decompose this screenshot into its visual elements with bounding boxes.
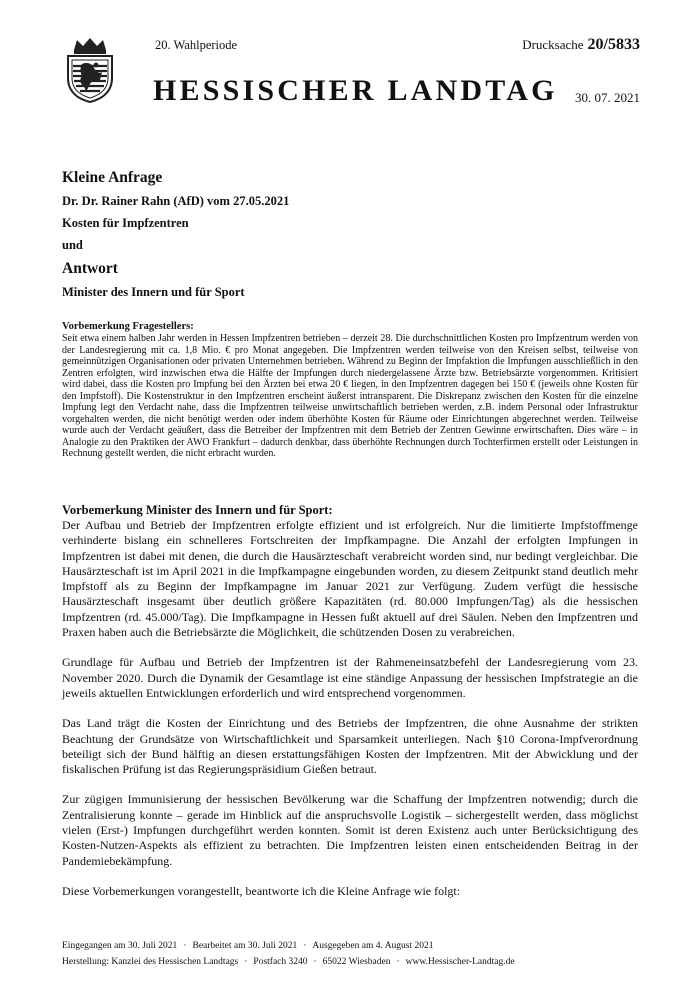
antwort-heading: Antwort [62, 260, 118, 277]
und-line: und [62, 238, 83, 252]
vorbemerkung-minister [62, 503, 638, 899]
footer-postfach: Postfach 3240 [253, 957, 308, 967]
title-block [62, 168, 642, 301]
kleine-anfrage-heading: Kleine Anfrage [62, 169, 163, 186]
footer-herstellung: Herstellung: Kanzlei des Hessischen Landtags [62, 957, 239, 967]
subject-line: Kosten für Impfzentren [62, 216, 189, 230]
footer-separator: · [313, 957, 317, 967]
minister-paragraph-1: Der Aufbau und Betrieb der Impfzentren erfolgte effizient und ist erfolgreich. Nur die limitierte Impfstoffmenge verhinderte bislang ein schnelleres Fortschreiten der Impfkampagne. Die Anzahl der erfolgten Impfungen in Impfzentren ist dabei mit denen, die durch die Hausärzteschaft verabreicht worden sind, nur bedingt vergleichbar. Die Hausärzteschaft ist im April 2021 in die Impfkampagne eingebunden worden, zu diesem Zeitpunkt stand deutlich mehr Impfstoff als zu Beginn der Impfkampagne im Januar 2021 zur Verfügung. Zudem verfügt die hessische Hausärzteschaft insgesamt über deutlich größere Kapazitäten (rd. 80.000 Impfungen/Tag) als die hessischen Impfzentren (rd. 45.000/Tag). Die Impfkampagne in Hessen fußt aktuell auf drei Säulen. Neben den Impfzentren und Praxen haben auch die Betriebsärzte die Möglichkeit, die schützenden Dosen zu verabreichen. [62, 518, 638, 640]
vorbemerkung-fragesteller-heading: Vorbemerkung Fragestellers: [62, 321, 194, 332]
wahlperiode: 20. Wahlperiode [155, 38, 238, 52]
minister-line: Minister des Innern und für Sport [62, 285, 245, 299]
footer-separator: · [396, 957, 400, 967]
footer-separator: · [303, 941, 307, 951]
hessen-coat-of-arms-icon [62, 36, 118, 104]
vorbemerkung-minister-heading: Vorbemerkung Minister des Innern und für Sport: [62, 503, 333, 517]
footer-dates-line [62, 938, 642, 954]
minister-paragraph-5: Diese Vorbemerkungen vorangestellt, beantworte ich die Kleine Anfrage wie folgt: [62, 883, 461, 898]
drucksache-label: Drucksache [522, 37, 584, 52]
minister-paragraph-2: Grundlage für Aufbau und Betrieb der Impfzentren ist der Rahmeneinsatzbefehl der Landesregierung vom 23. November 2020. Durch die Dynamik der Gesamtlage ist eine ständige Anpassung der hessischen Impfstrategie an die jeweils aktuellen Entwicklungen erforderlich und wird entsprechend vorgenommen. [62, 655, 638, 700]
footer-separator: · [183, 941, 187, 951]
author-line: Dr. Dr. Rainer Rahn (AfD) vom 27.05.2021 [62, 194, 290, 208]
minister-paragraph-4: Zur zügigen Immunisierung der hessischen Bevölkerung war die Schaffung der Impfzentren notwendig; durch die Zentralisierung konnte – gerade im Hinblick auf die anspruchsvolle Logistik – sichergestellt werden, dass möglichst vielen (Erst-) Impfungen durchgeführt werden konnten. Somit ist deren Existenz auch unter Berücksichtigung des Kosten-Nutzen-Aspekts als effizient zu betrachten. Die Impfzentren leisten einen entscheidenden Beitrag in der Pandemiebekämpfung. [62, 792, 638, 868]
drucksache-number: 20/5833 [587, 36, 640, 53]
footer-bearbeitet: Bearbeitet am 30. Juli 2021 [192, 941, 298, 951]
footer-publisher-line [62, 954, 642, 970]
footer [62, 938, 642, 970]
landtag-title: HESSISCHER LANDTAG [153, 74, 558, 107]
footer-separator: · [244, 957, 248, 967]
vorbemerkung-fragesteller-text: Seit etwa einem halben Jahr werden in Hessen Impfzentren betrieben – derzeit 28. Die durchschnittlichen Kosten pro Impfzentrum werden von der Landesregierung mit ca. 1,8 Mio. € pro Monat angegeben. Die Impfzentren werden teilweise von den Kreisen selbst, teilweise von gemeinnützigen Organisationen oder privaten Unternehmen betrieben. Während zu Beginn der Impfaktion die Impfungen ausschließlich in den Zentren erfolgten, wird inzwischen etwa die Hälfte der Impfungen durch niedergelassene Ärzte bzw. Betriebsärzte vorgenommen. Kritisiert wird dabei, dass die Kosten pro Impfung bei den Ärzten bei etwa 20 € liegen, in den Impfzentren dagegen bei 150 € (jeweils ohne Kosten für den Impfstoff). Die Kostenstruktur in den Impfzentren erscheint äußerst intransparent. Die Diskrepanz zwischen den Kosten für die einzelne Impfung legt den Verdacht nahe, dass die Impfzentren teilweise unwirtschaftlich betrieben werden, z.B. indem Personal oder Infrastruktur vorgehalten werden, die nicht benötigt werden oder indem überhöhte Kosten für Räume oder Einrichtungen abgerechnet werden. Teilweise wurde auch der Verdacht geäußert, dass die Betreiber der Impfzentren mit dem Betrieb der Zentren Gewinne erwirtschaften. Dies wäre – in Analogie zu den Praktiken der AWO Frankfurt – dadurch denkbar, dass überhöhte Rechnungen durch Tochterfirmen erstellt oder Leistungen in Rechnung gestellt werden, die nicht erbracht wurden. [62, 333, 638, 460]
footer-ort: 65022 Wiesbaden [322, 957, 391, 967]
footer-ausgegeben: Ausgegeben am 4. August 2021 [312, 941, 434, 951]
minister-paragraph-3: Das Land trägt die Kosten der Einrichtung und des Betriebs der Impfzentren, die ohne Ausnahme der strikten Beachtung der Grundsätze von Wirtschaftlichkeit und Sparsamkeit unterliegen. Nach §10 Corona-Impfverordnung beteiligt sich der Bund hälftig an diesen erstattungsfähigen Kosten der Impfzentren. Mit der Abwicklung und der fiskalischen Prüfung ist das Regierungspräsidium Gießen betraut. [62, 716, 638, 777]
footer-eingegangen: Eingegangen am 30. Juli 2021 [62, 941, 178, 951]
document-date: 30. 07. 2021 [575, 90, 640, 105]
vorbemerkung-fragesteller [62, 320, 638, 460]
footer-website-link[interactable]: www.Hessischer-Landtag.de [405, 957, 515, 967]
drucksache [522, 36, 640, 54]
